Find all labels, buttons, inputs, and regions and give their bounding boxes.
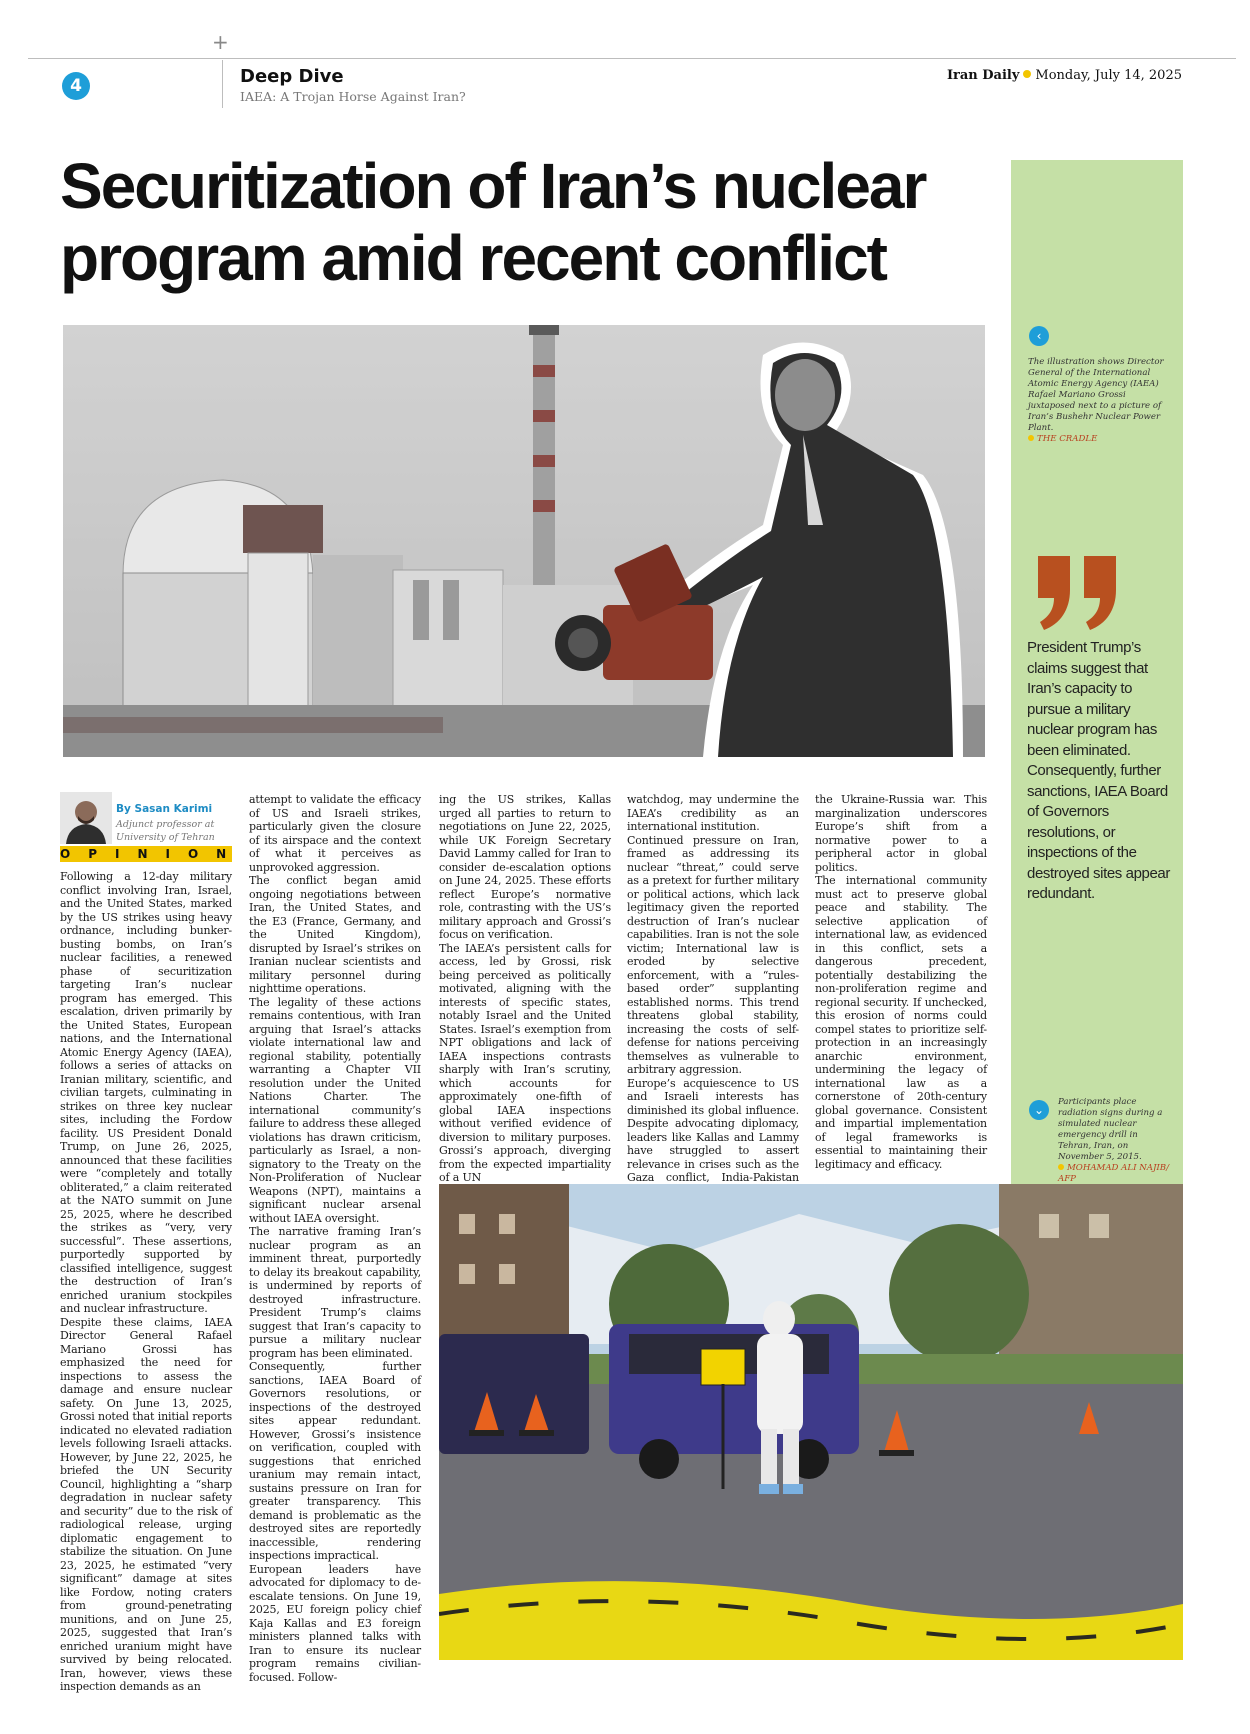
quote-mark-icon (1034, 556, 1120, 630)
paragraph: The international community must act to preserve global peace and stability. The selective application of international law, as evidenced in this conflict, sets a dangerous precedent, potentially destabilizing the non-proliferation regime and regional security. If unchecked, this erosion of norms could compel states to prioritize self-protection in an increasingly anarchic environment, undermining the legacy of international law as a cornerstone of 20th-century global governance. Consistent and impartial implementation of legal frameworks is essential to maintaining their legitimacy and efficacy. (815, 874, 987, 1171)
paragraph: The legality of these actions remains contentious, with Iran arguing that Israel’s attacks violate international law and regional stability, potentially warranting a Chapter VII resolution under the United Nations Charter. The international community’s failure to address these alleged violations has drawn criticism, particularly as Israel, a non-signatory to the Treaty on the Non-Proliferation of Nuclear Weapons (NPT), maintains a significant nuclear arsenal without IAEA oversight. (249, 995, 421, 1225)
masthead (947, 68, 1182, 83)
article-column-3 (439, 793, 611, 1185)
opinion-label: OPINION (60, 847, 245, 861)
page-number: 4 (62, 72, 90, 100)
caption-bottom (1058, 1097, 1170, 1185)
paragraph: watchdog, may undermine the IAEA’s credibility as an international institution. (627, 793, 799, 833)
article-column-2 (249, 793, 421, 1684)
crop-mark: + (212, 30, 229, 54)
header-rule (28, 58, 1236, 59)
section-subtitle: IAEA: A Trojan Horse Against Iran? (240, 89, 466, 104)
chevron-left-icon: ‹ (1029, 326, 1049, 346)
author-name: By Sasan Karimi (116, 803, 213, 815)
photo-radiation-drill (439, 1184, 1183, 1660)
chevron-down-icon: ⌄ (1029, 1100, 1049, 1120)
paragraph: ing the US strikes, Kallas urged all parties to return to negotiations on June 22, 2025, while UK Foreign Secretary David Lammy called for Iran to consider de-escalation options on June 24, 2025. These efforts reflect Europe’s normative role, contrasting with the US’s military approach and Grossi’s focus on verification. (439, 793, 611, 941)
paragraph: Despite these claims, IAEA Director General Rafael Mariano Grossi has emphasized the need for inspections to assess the damage and ensure nuclear safety. On June 13, 2025, Grossi noted that initial reports indicated no elevated radiation levels following Israeli attacks. However, by June 22, 2025, he briefed the UN Security Council, highlighting a “sharp degradation in nuclear safety and security” due to the risk of radiological release, urging diplomatic engagement to stabilize the situation. On June 23, 2025, he estimated “very significant” damage at sites like Fordow, noting craters from ground-penetrating munitions, and on June 25, 2025, suggested that Iran’s enriched uranium might have survived by being relocated. Iran, however, views these inspection demands as an (60, 1315, 232, 1693)
header-divider (222, 60, 223, 108)
paragraph: the Ukraine-Russia war. This marginalization underscores Europe’s shift from a normative power to a peripheral actor in global politics. (815, 793, 987, 874)
caption-top (1028, 357, 1170, 445)
paragraph: The conflict began amid ongoing negotiations between Iran, the United States, and the E3 (France, Germany, and the United Kingdom), disrupted by Israel’s strikes on Iranian nuclear scientists and military personnel during nighttime operations. (249, 874, 421, 995)
paper-name: Iran Daily (946, 68, 1020, 83)
article-column-1 (60, 870, 232, 1694)
author-role: Adjunct professor at University of Tehran (116, 819, 215, 843)
section-title: Deep Dive (240, 66, 344, 87)
author-avatar (60, 792, 112, 844)
paragraph: Europe’s acquiescence to US and Israeli interests has diminished its global influence. Despite advocating diplomacy, leaders like Kallas and Lammy have struggled to assert relevance in crises such as the Gaza conflict, India-Pakistan (627, 1076, 799, 1184)
caption-bottom-text: Participants place radiation signs during a simulated nuclear emergency drill in Tehran, Iran, on November 5, 2015. (1058, 1097, 1163, 1162)
paragraph: attempt to validate the efficacy of US and Israeli strikes, particularly given the closure of its airspace and the context of what it perceives as unprovoked aggression. (249, 793, 421, 874)
article-column-4 (627, 793, 799, 1198)
dot-icon (1028, 435, 1034, 441)
pull-quote: President Trump’s claims suggest that Iran’s capacity to pursue a military nuclear program has been eliminated. Consequently, further sanctions, IAEA Board of Governors resolutions, or inspections of the destroyed sites appear redundant. (1027, 639, 1170, 902)
issue-date: Monday, July 14, 2025 (1035, 68, 1182, 83)
credit-top: THE CRADLE (1037, 434, 1098, 444)
dot-icon (1023, 70, 1031, 78)
paragraph: The IAEA’s persistent calls for access, led by Grossi, risk being perceived as politically motivated, aligning with the interests of specific states, notably Israel and the United States. Israel’s exemption from NPT obligations and lack of IAEA inspections contrasts sharply with Iran’s scrutiny, which accounts for approximately one-fifth of global IAEA inspections without verified evidence of diversion to military purposes. Grossi’s approach, diverging from the expected impartiality of a UN (439, 941, 611, 1184)
dot-icon (1058, 1164, 1064, 1170)
article-column-5 (815, 793, 987, 1210)
paragraph: Consequently, further sanctions, IAEA Board of Governors resolutions, or inspections of the destroyed sites appear redundant. However, Grossi’s insistence on verification, coupled with suggestions that enriched uranium may remain intact, sustains pressure on Iran for greater transparency. This demand is problematic as the destroyed sites are reportedly inaccessible, rendering inspections impractical. (249, 1360, 421, 1562)
caption-top-text: The illustration shows Director General of the International Atomic Energy Agency (IAEA) Rafael Mariano Grossi juxtaposed next to a picture of Iran’s Bushehr Nuclear Power Plant. (1028, 357, 1164, 433)
illustration-grossi-bushehr (63, 325, 985, 757)
paragraph: Continued pressure on Iran, framed as addressing its nuclear “threat,” could serve as a pretext for further military or political actions, which lack legitimacy given the reported destruction of Iran’s nuclear capabilities. Iran is not the sole victim; International law is eroded by selective enforcement, with a “rules-based order” supplanting established norms. This trend threatens global stability, increasing the costs of self-defense for nations perceiving themselves as vulnerable to arbitrary aggression. (627, 833, 799, 1076)
headline: Securitization of Iran’s nuclear program amid recent conflict (60, 150, 926, 294)
paragraph: European leaders have advocated for diplomacy to de-escalate tensions. On June 19, 2025, EU foreign policy chief Kaja Kallas and E3 foreign ministers planned talks with Iran to ensure its nuclear program remains civilian-focused. Follow- (249, 1562, 421, 1684)
paragraph: The narrative framing Iran’s nuclear program as an imminent threat, purportedly to delay its breakout capability, is undermined by reports of destroyed infrastructure. President Trump’s claims suggest that Iran’s capacity to pursue a military nuclear program has been eliminated. (249, 1225, 421, 1360)
paragraph: Following a 12-day military conflict involving Iran, Israel, and the United States, marked by the US strikes using heavy ordnance, including bunker-busting bombs, on Iran’s nuclear facilities, a renewed phase of securitization targeting Iran’s nuclear program has emerged. This escalation, driven primarily by the United States, European nations, and the International Atomic Energy Agency (IAEA), follows a series of attacks on Iranian military, scientific, and civilian targets, culminating in strikes on three key nuclear sites, including the Fordow facility. US President Donald Trump, on June 26, 2025, announced that these facilities were “completely and totally obliterated,” a claim reiterated at the NATO summit on June 25, 2025, where he described the strikes as “very, very successful”. These assertions, purportedly supported by classified intelligence, suggest the destruction of Iran’s enriched uranium stockpiles and nuclear infrastructure. (60, 870, 232, 1315)
credit-bottom: MOHAMAD ALI NAJIB/ AFP (1058, 1163, 1169, 1184)
